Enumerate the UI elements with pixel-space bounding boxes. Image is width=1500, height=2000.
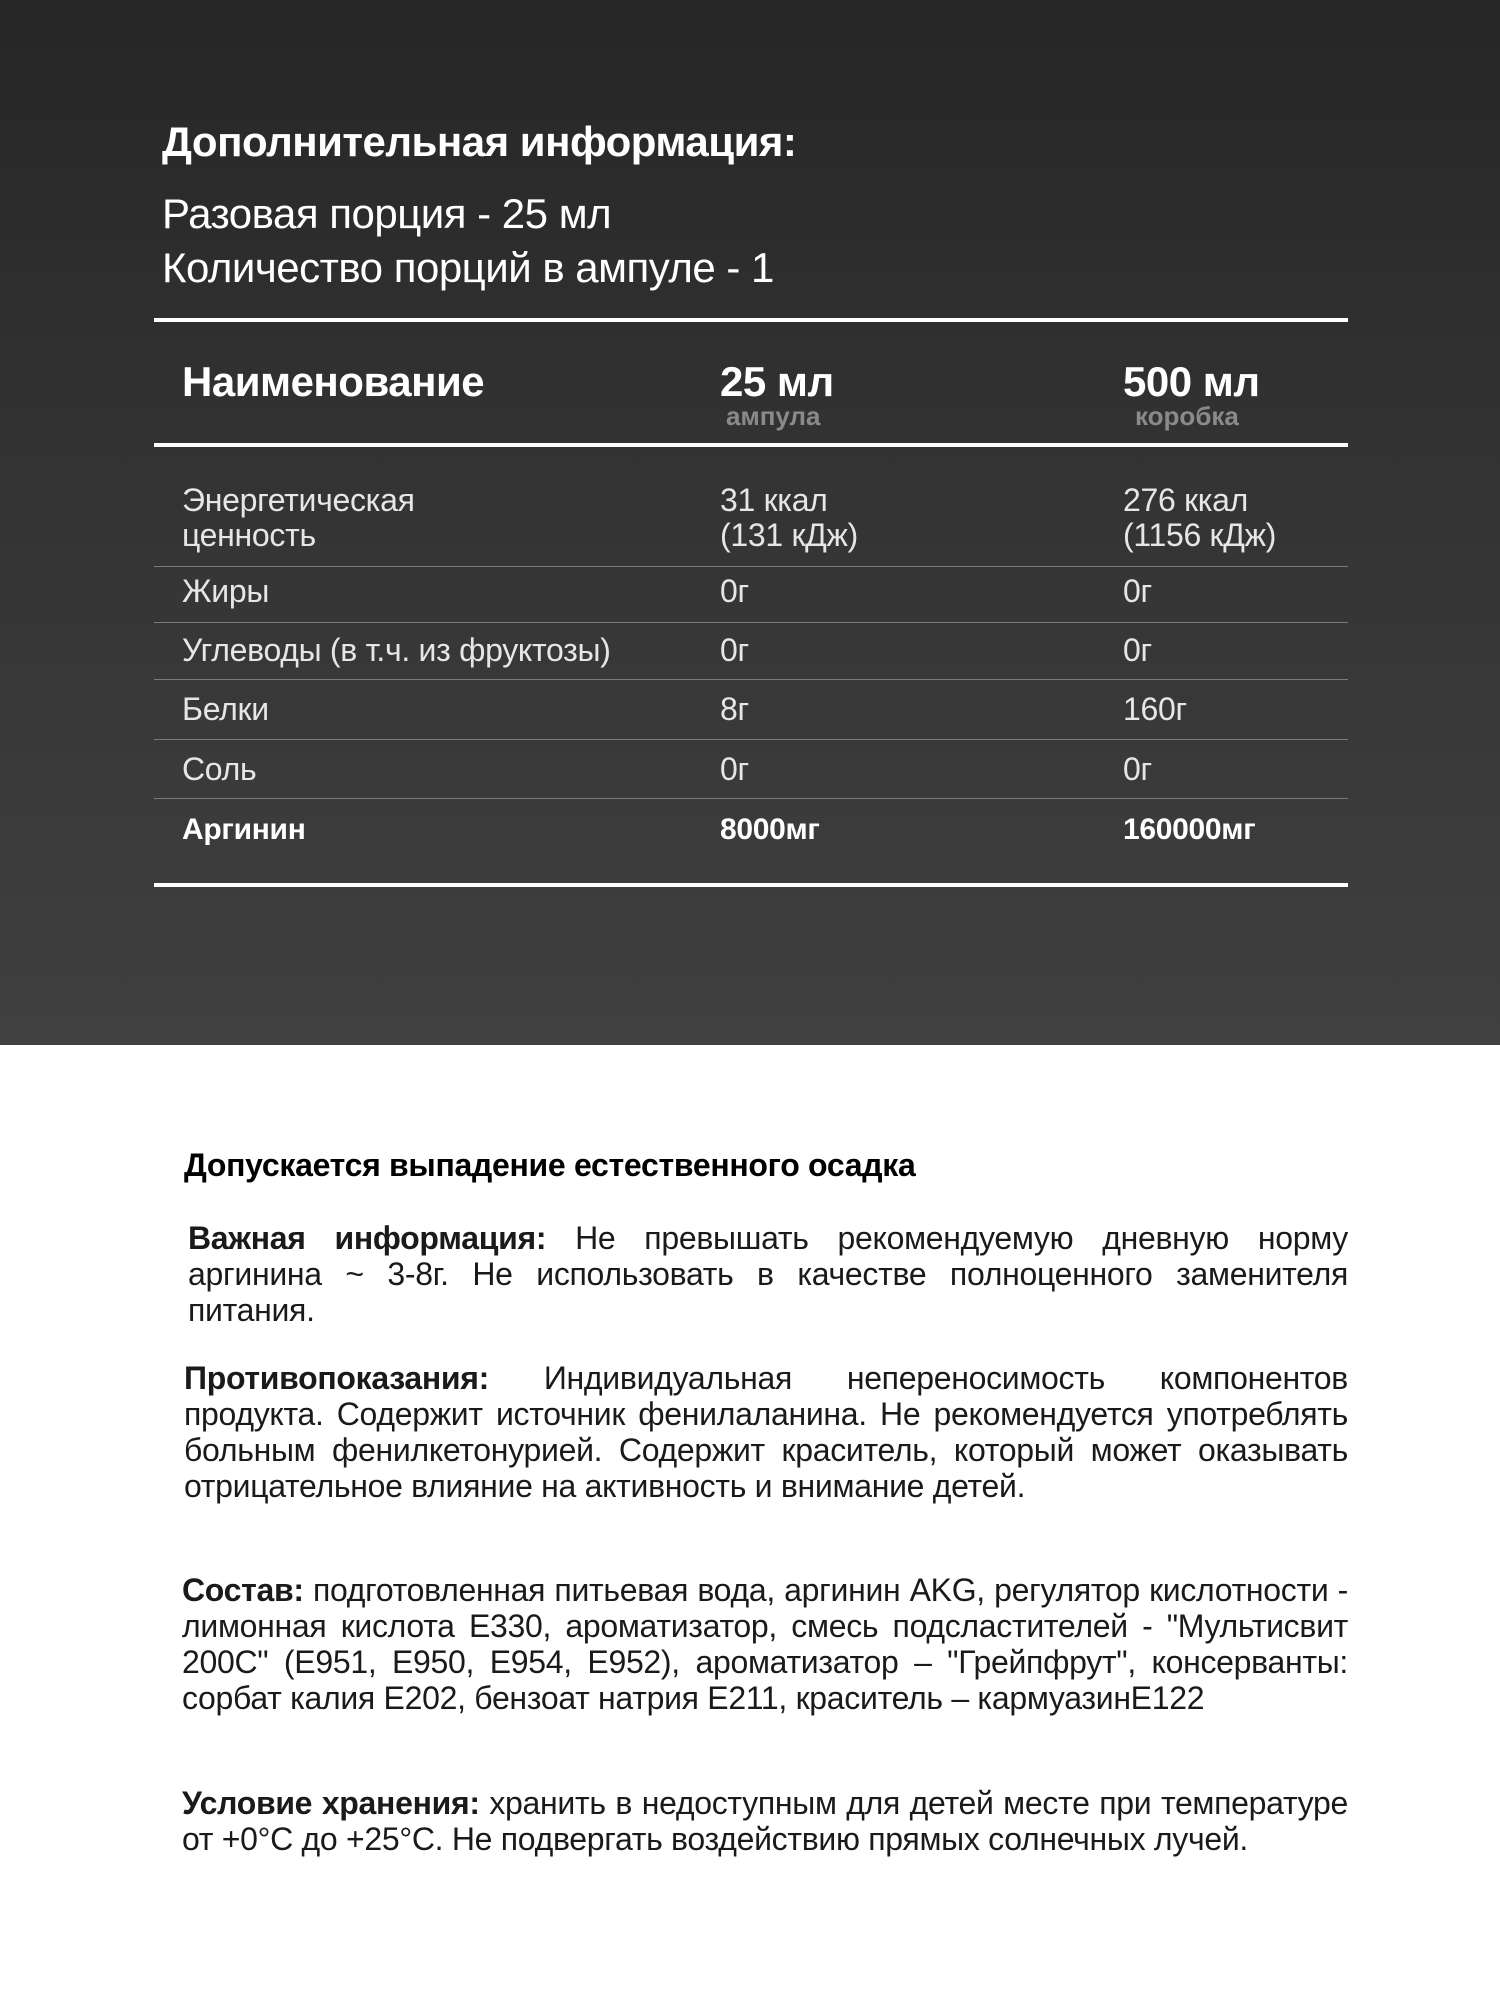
header-col2: 500 мл — [1123, 358, 1260, 405]
servings-count: Количество порций в ампуле - 1 — [162, 244, 774, 291]
header-col1-sub: ампула — [726, 401, 821, 431]
header-col2-sub: коробка — [1135, 401, 1239, 431]
composition — [182, 1572, 1348, 1716]
row-fats-name: Жиры — [182, 573, 270, 609]
important-label: Важная информация: — [188, 1220, 547, 1256]
storage-conditions — [182, 1785, 1348, 1857]
row-salt-name: Соль — [182, 751, 257, 787]
info-title: Дополнительная информация: — [162, 118, 797, 165]
row-arginine-name: Аргинин — [182, 813, 306, 846]
row-protein-col2: 160г — [1123, 691, 1187, 727]
row-energy-col1: 31 ккал (131 кДж) — [720, 482, 858, 553]
serving-size: Разовая порция - 25 мл — [162, 190, 612, 237]
contraindications — [184, 1360, 1348, 1504]
row-salt-col2: 0г — [1123, 751, 1152, 787]
row-carbs-col2: 0г — [1123, 632, 1152, 668]
row-protein-col1: 8г — [720, 691, 749, 727]
row-divider — [154, 798, 1348, 799]
storage-label: Условие хранения: — [182, 1785, 480, 1821]
important-text: Не превышать рекомендуемую дневную норму аргинина ~ 3-8г. Не использовать в качестве полноценного заменителя питания. — [188, 1220, 1348, 1328]
table-bottom-rule — [154, 883, 1348, 887]
row-energy-name: Энергетическая ценность — [182, 482, 415, 553]
sediment-note: Допускается выпадение естественного осадка — [184, 1147, 916, 1183]
row-energy-col2: 276 ккал (1156 кДж) — [1123, 482, 1277, 553]
important-info — [188, 1220, 1348, 1328]
contra-text: Индивидуальная непереносимость компонентов продукта. Содержит источник фенилаланина. Не рекомендуется употреблять больным фенилкетонурией. Содержит краситель, который может оказывать отрицательное влияние на активность и внимание детей. — [184, 1360, 1349, 1504]
header-col1: 25 мл — [720, 358, 834, 405]
table-header-rule — [154, 443, 1348, 447]
contra-label: Противопоказания: — [184, 1360, 490, 1396]
row-fats-col1: 0г — [720, 573, 749, 609]
row-carbs-col1: 0г — [720, 632, 749, 668]
row-arginine-col1: 8000мг — [720, 813, 820, 846]
table-top-rule — [154, 318, 1348, 322]
row-divider — [154, 679, 1348, 680]
row-divider — [154, 566, 1348, 567]
row-arginine-col2: 160000мг — [1123, 813, 1256, 846]
row-divider — [154, 739, 1348, 740]
row-divider — [154, 622, 1348, 623]
row-fats-col2: 0г — [1123, 573, 1152, 609]
header-name: Наименование — [182, 358, 485, 405]
row-carbs-name: Углеводы (в т.ч. из фруктозы) — [182, 632, 611, 668]
composition-label: Состав: — [182, 1572, 304, 1608]
composition-text: подготовленная питьевая вода, аргинин AKG, регулятор кислотности - лимонная кислота E330, ароматизатор, смесь подсластителей - "Мультисвит 200C" (E951, E950, E954, E952), ароматизатор – "Грейпфрут", консерванты: сорбат калия E202, бензоат натрия E211, краситель – кармуазинE122 — [182, 1572, 1348, 1716]
row-salt-col1: 0г — [720, 751, 749, 787]
storage-text: хранить в недоступным для детей месте при температуре от +0°C до +25°C. Не подвергать воздействию прямых солнечных лучей. — [182, 1785, 1349, 1857]
row-protein-name: Белки — [182, 691, 269, 727]
